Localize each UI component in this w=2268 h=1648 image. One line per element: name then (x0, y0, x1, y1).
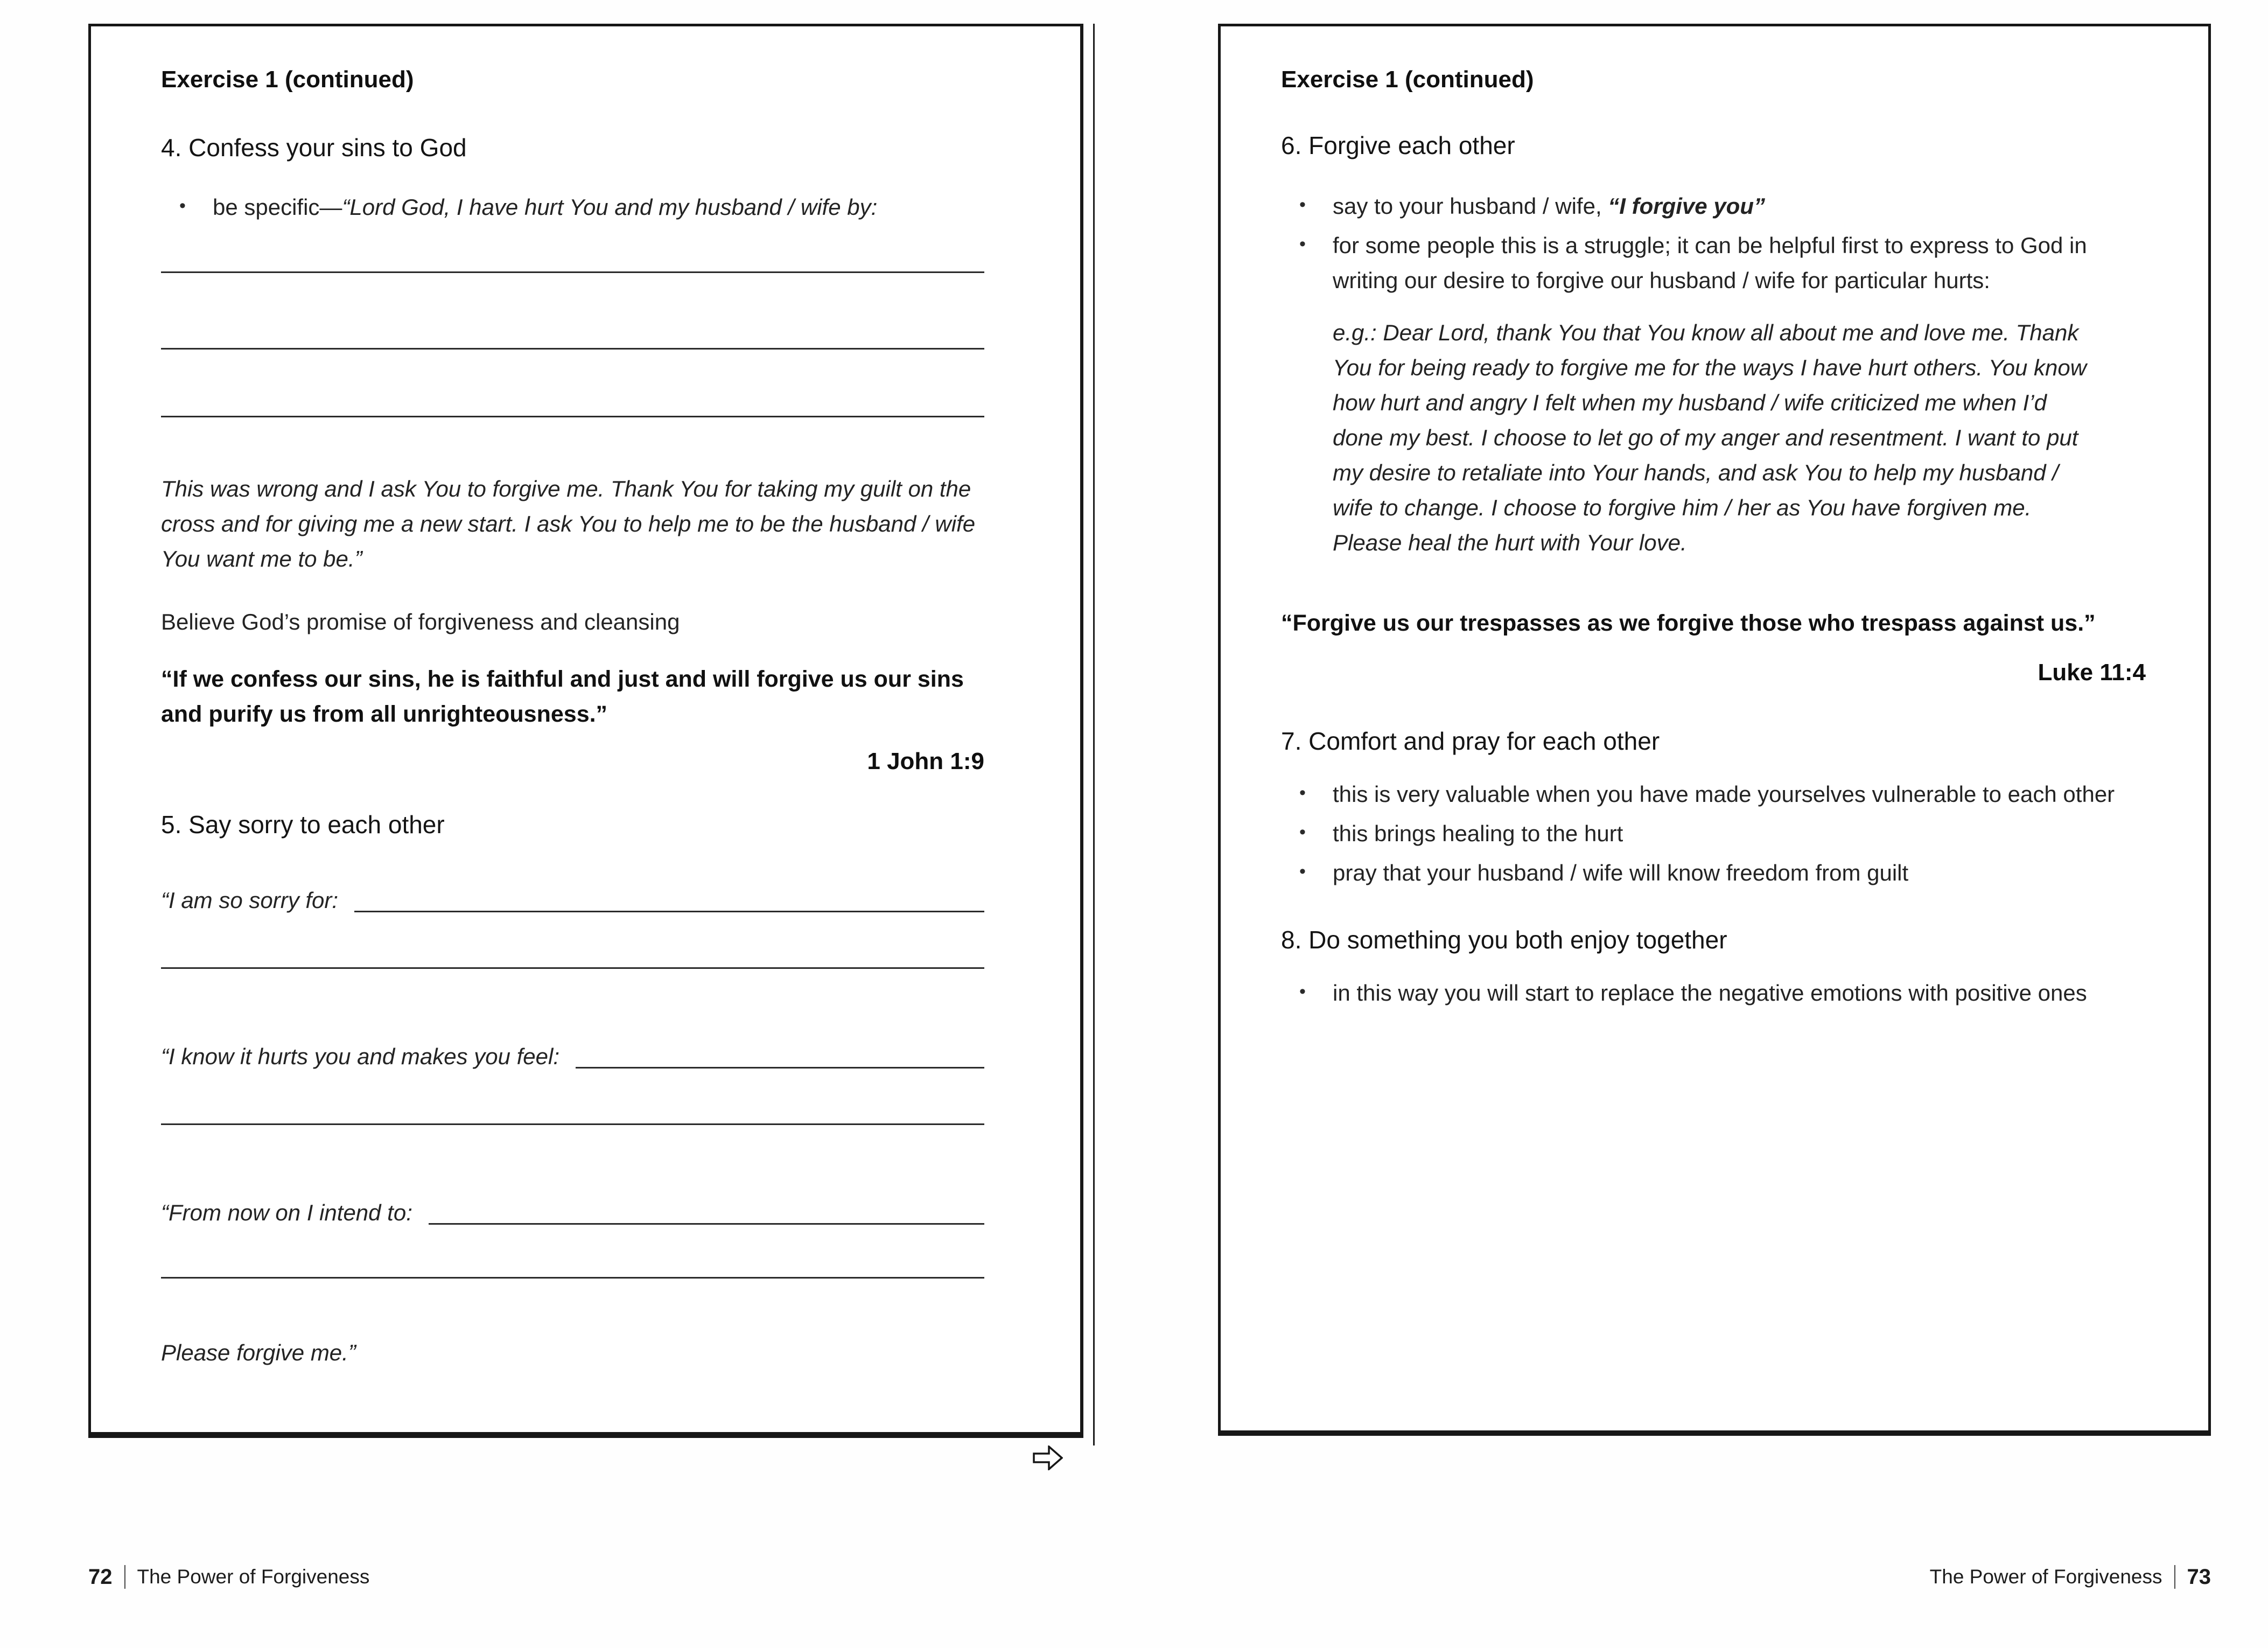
section-8-heading: 8. Do something you both enjoy together (1281, 926, 1727, 954)
exercise-continued-heading: Exercise 1 (continued) (161, 66, 414, 93)
i-forgive-you-text: “I forgive you” (1608, 193, 1765, 219)
bullet-item (1281, 188, 2146, 224)
writing-line (576, 1067, 984, 1069)
bullet-item (161, 190, 984, 225)
example-prayer-paragraph: e.g.: Dear Lord, thank You that You know all about me and love me. Thank You for being ready to forgive me for the ways I have hurt others. You know how hurt and angry I felt when my husband / wife criticized me when I’d done my best. I choose to let go of my anger and resentment. I want to put my desire to retaliate into Your hands, and ask You to help my husband / wife to change. I choose to forgive him / her as You have forgiven me. Please heal the hurt with Your love. (1333, 320, 2087, 555)
bullet-lead-text: say to your husband / wife, (1333, 193, 1608, 219)
section-8-bullets (1281, 975, 2146, 1010)
writing-line (161, 273, 984, 350)
writing-line (429, 1223, 984, 1225)
footer-divider (124, 1565, 125, 1589)
writing-line (161, 1074, 984, 1125)
writing-line (161, 225, 984, 273)
believe-promise-line: Believe God’s promise of forgiveness and cleansing (161, 609, 680, 634)
section-4-bullets (161, 190, 984, 225)
next-page-arrow-icon (1033, 1446, 1063, 1470)
book-title: The Power of Forgiveness (137, 1566, 370, 1588)
bullet-item: • pray that your husband / wife will know freedom from guilt (1281, 855, 2146, 890)
bullet-item: • this is very valuable when you have made yourselves vulnerable to each other (1281, 777, 2146, 812)
closing-line: Please forgive me.” (161, 1340, 356, 1365)
bullet-item: • this brings healing to the hurt (1281, 816, 2146, 851)
section-7-bullets (1281, 777, 2146, 890)
scripture-quote: “Forgive us our trespasses as we forgive those who trespass against us.” (1281, 610, 2096, 636)
scripture-reference: 1 John 1:9 (867, 748, 984, 774)
writing-line (161, 350, 984, 417)
bullet-item: • for some people this is a struggle; it can be helpful first to express to God in writing our desire to forgive our husband / wife for particular hurts: (1281, 228, 2146, 298)
confession-paragraph: This was wrong and I ask You to forgive me. Thank You for taking my guilt on the cross and for giving me a new start. I ask You to help me to be the husband / wife You want me to be.” (161, 476, 976, 571)
bullet-lead-text: be specific— (213, 194, 342, 220)
prompt-row (161, 1039, 984, 1074)
prompt-label: “I know it hurts you and makes you feel: (161, 1044, 560, 1069)
section-4-heading: 4. Confess your sins to God (161, 134, 467, 162)
section-7-heading: 7. Comfort and pray for each other (1281, 727, 1660, 755)
exercise-continued-heading: Exercise 1 (continued) (1281, 66, 1534, 93)
scripture-reference: Luke 11:4 (2038, 659, 2146, 686)
bullet-item: • in this way you will start to replace the negative emotions with positive ones (1281, 975, 2146, 1010)
bullet-quote-text: “Lord God, I have hurt You and my husband / wife by: (342, 194, 878, 220)
page-right (1218, 24, 2211, 1436)
page-left (88, 24, 1083, 1438)
book-title: The Power of Forgiveness (1929, 1566, 2162, 1588)
section-6-bullets (1281, 188, 2146, 298)
section-5-heading: 5. Say sorry to each other (161, 811, 445, 839)
page-number: 72 (88, 1565, 113, 1589)
prompt-label: “From now on I intend to: (161, 1200, 412, 1225)
scripture-quote: “If we confess our sins, he is faithful and just and will forgive us our sins and purify us from all unrighteousness.” (161, 666, 964, 727)
prompt-row (161, 1195, 984, 1230)
prompt-label: “I am so sorry for: (161, 888, 339, 913)
footer-divider (2174, 1565, 2175, 1589)
page-number: 73 (2187, 1565, 2211, 1589)
page-footer-right (1930, 1565, 2211, 1589)
section-6-heading: 6. Forgive each other (1281, 131, 1515, 159)
prompt-row (161, 883, 984, 918)
page-footer-left (88, 1565, 369, 1589)
writing-line (354, 911, 984, 912)
writing-line (161, 1230, 984, 1279)
writing-line (161, 918, 984, 969)
